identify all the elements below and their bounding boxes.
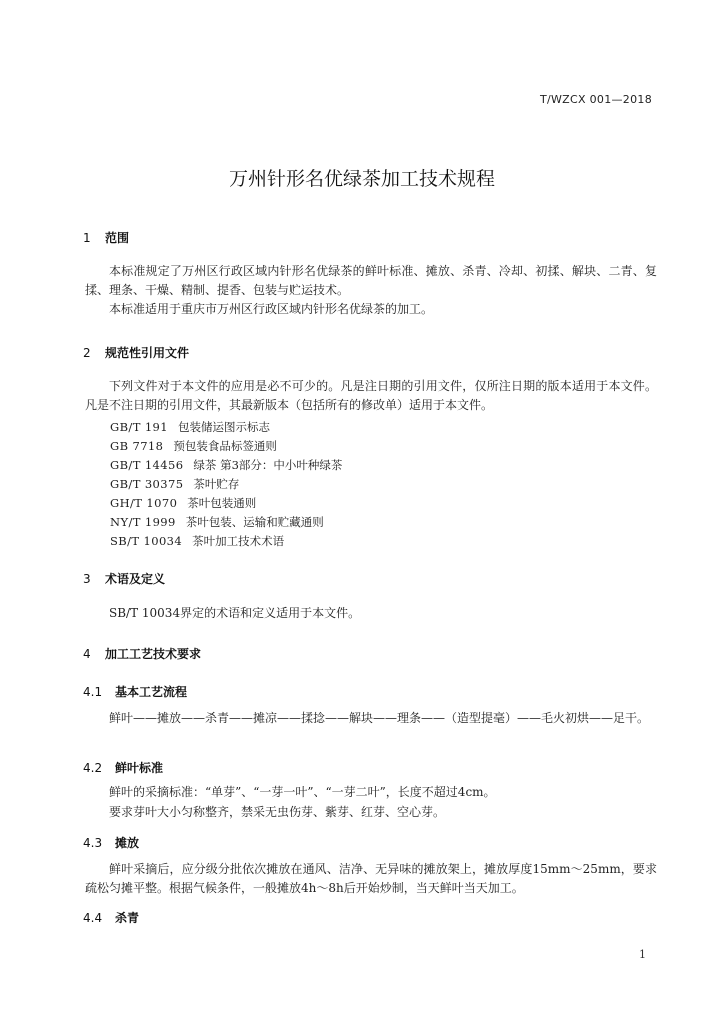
reference-item bbox=[110, 495, 256, 511]
section-4-2-line-2: 要求芽叶大小匀称整齐，禁采无虫伤芽、紫芽、红芽、空心芽。 bbox=[109, 805, 446, 819]
section-title: 加工工艺技术要求 bbox=[105, 647, 202, 661]
reference-item bbox=[110, 438, 277, 454]
subsection-number: 4.3 bbox=[83, 836, 103, 850]
subsection-title: 摊放 bbox=[115, 836, 140, 850]
subsection-number: 4.2 bbox=[83, 761, 103, 775]
section-4-1-paragraph: 鲜叶——摊放——杀青——摊凉——揉捻——解块——理条——（造型提毫）——毛火初烘——足干。 bbox=[109, 711, 650, 725]
section-number: 3 bbox=[83, 572, 91, 586]
section-2-paragraph-1: 下列文件对于本文件的应用是必不可少的。凡是注日期的引用文件，仅所注日期的版本适用于本文件。凡是不注日期的引用文件，其最新版本（包括所有的修改单）适用于本文件。 bbox=[85, 379, 657, 412]
reference-code: GB/T 191 bbox=[110, 420, 168, 434]
section-title: 范围 bbox=[105, 231, 130, 245]
reference-code: SB/T 10034 bbox=[110, 534, 183, 548]
reference-code: GB/T 30375 bbox=[110, 477, 184, 491]
reference-item bbox=[110, 457, 342, 473]
reference-name: 绿茶 第3部分：中小叶种绿茶 bbox=[193, 458, 343, 472]
reference-code: NY/T 1999 bbox=[110, 515, 176, 529]
section-1-paragraph-1: 本标准规定了万州区行政区域内针形名优绿茶的鲜叶标准、摊放、杀青、冷却、初揉、解块、二青、复揉、理条、干燥、精制、提香、包装与贮运技术。 bbox=[85, 264, 657, 297]
reference-code: GB/T 14456 bbox=[110, 458, 184, 472]
standard-code: T/WZCX 001—2018 bbox=[539, 93, 652, 106]
section-1-heading bbox=[83, 229, 129, 246]
subsection-number: 4.4 bbox=[83, 911, 103, 925]
section-title: 规范性引用文件 bbox=[105, 346, 190, 360]
section-2-heading bbox=[83, 344, 189, 361]
section-3-heading bbox=[83, 570, 165, 587]
section-title: 术语及定义 bbox=[105, 572, 166, 586]
section-1-paragraph-2: 本标准适用于重庆市万州区行政区域内针形名优绿茶的加工。 bbox=[109, 302, 434, 316]
reference-name: 茶叶贮存 bbox=[193, 477, 240, 491]
subsection-title: 鲜叶标准 bbox=[115, 761, 164, 775]
section-4-3-heading bbox=[83, 834, 139, 851]
section-4-4-heading bbox=[83, 909, 139, 926]
section-number: 1 bbox=[83, 231, 91, 245]
subsection-title: 基本工艺流程 bbox=[115, 685, 188, 699]
reference-name: 茶叶加工技术术语 bbox=[192, 534, 285, 548]
page-number: 1 bbox=[639, 948, 646, 961]
section-number: 4 bbox=[83, 647, 91, 661]
section-4-3-paragraph: 鲜叶采摘后，应分级分批依次摊放在通风、洁净、无异味的摊放架上，摊放厚度15mm～25mm，要求疏松匀摊平整。根据气候条件，一般摊放4h～8h后开始炒制，当天鲜叶当天加工。 bbox=[85, 862, 657, 895]
reference-item bbox=[110, 476, 239, 492]
reference-name: 茶叶包装、运输和贮藏通则 bbox=[185, 515, 324, 529]
reference-code: GH/T 1070 bbox=[110, 496, 178, 510]
section-number: 2 bbox=[83, 346, 91, 360]
subsection-title: 杀青 bbox=[115, 911, 140, 925]
reference-name: 茶叶包装通则 bbox=[187, 496, 257, 510]
document-title: 万州针形名优绿茶加工技术规程 bbox=[228, 168, 495, 190]
section-4-1-heading bbox=[83, 683, 187, 700]
subsection-number: 4.1 bbox=[83, 685, 103, 699]
section-4-2-line-1: 鲜叶的采摘标准：“单芽”、“一芽一叶”、“一芽二叶”，长度不超过4cm。 bbox=[109, 785, 496, 799]
reference-code: GB 7718 bbox=[110, 439, 164, 453]
reference-name: 包装储运图示标志 bbox=[178, 420, 270, 434]
section-3-paragraph-1: SB/T 10034界定的术语和定义适用于本文件。 bbox=[109, 606, 361, 620]
section-4-heading bbox=[83, 645, 201, 662]
reference-item bbox=[110, 419, 270, 435]
reference-name: 预包装食品标签通则 bbox=[173, 439, 277, 453]
reference-item bbox=[110, 533, 284, 549]
reference-item bbox=[110, 514, 324, 530]
section-4-2-heading bbox=[83, 759, 163, 776]
